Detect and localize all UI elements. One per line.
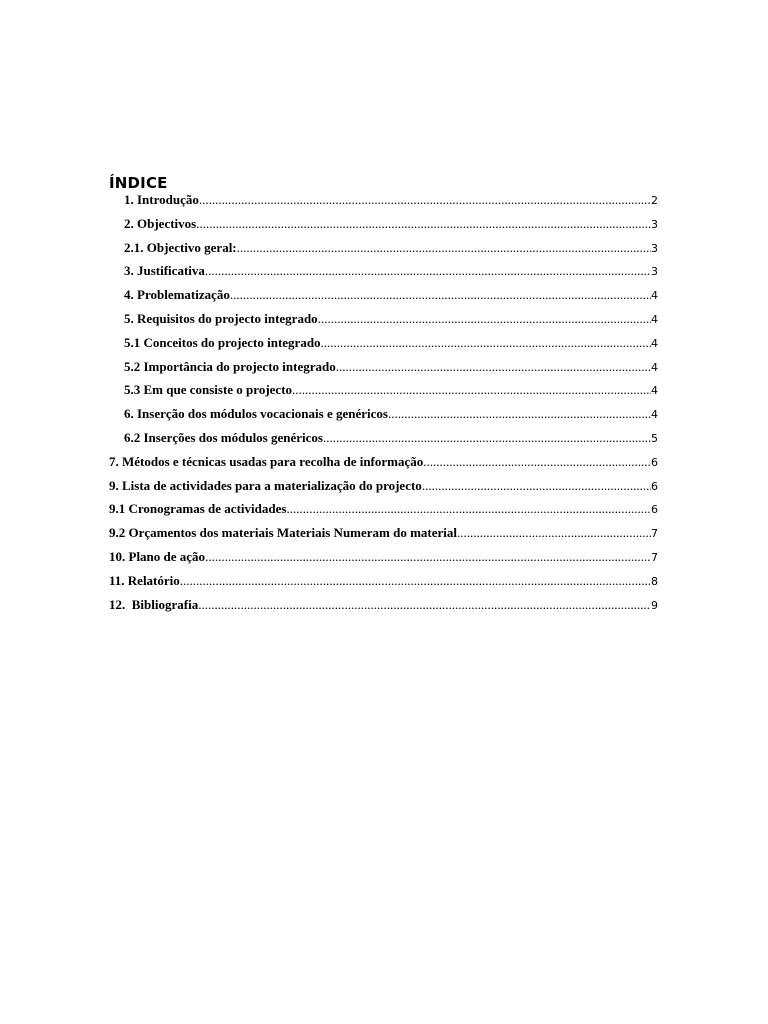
toc-entry[interactable] [109,501,658,521]
toc-dot-leader [336,359,651,375]
toc-entry-label: 9.2 Orçamentos dos materiais Materiais Numeram do material [109,525,458,541]
toc-entry[interactable] [109,478,658,498]
toc-page-number: 6 [651,479,658,493]
toc-page-number: 4 [651,360,658,374]
toc-entry-label: 9. Lista de actividades para a materialização do projecto [109,477,422,493]
toc-dot-leader [180,573,651,589]
toc-title: ÍNDICE [109,174,168,192]
toc-entry[interactable] [109,573,658,593]
toc-entry-label: 5.1 Conceitos do projecto integrado [124,334,321,350]
toc-entry[interactable] [124,216,658,236]
toc-entry[interactable] [124,287,658,307]
toc-entry[interactable] [124,311,658,331]
toc-dot-leader [457,525,651,541]
toc-page-number: 3 [651,217,658,231]
toc-entry[interactable] [124,359,658,379]
toc-page-number: 4 [651,336,658,350]
toc-page-number: 4 [651,289,658,303]
toc-entry-label: 5.2 Importância do projecto integrado [124,358,336,374]
toc-entry-label: 6. Inserção dos módulos vocacionais e genéricos [124,406,388,422]
toc-page-number: 8 [651,574,658,588]
toc-entry-label: 2.1. Objectivo geral: [124,239,237,255]
toc-entry-label: 3. Justificativa [124,263,205,279]
toc-entry[interactable] [124,430,658,450]
toc-dot-leader [205,263,651,279]
toc-entry-label: 9.1 Cronogramas de actividades [109,501,287,517]
toc-dot-leader [199,192,651,208]
toc-dot-leader [323,430,651,446]
toc-entry[interactable] [109,549,658,569]
toc-page-number: 4 [651,408,658,422]
toc-page-number: 9 [651,598,658,612]
toc-page-number: 3 [651,265,658,279]
toc-page-number: 2 [651,194,658,207]
toc-dot-leader [388,406,651,422]
toc-dot-leader [292,382,651,398]
toc-entry[interactable] [124,335,658,355]
toc-entry-label: 12. Bibliografia [109,596,199,612]
toc-page-number: 7 [651,527,658,541]
toc-entry[interactable] [124,192,658,212]
toc-entry[interactable] [124,263,658,283]
toc-page-number: 7 [651,551,658,564]
toc-entry-label: 7. Métodos e técnicas usadas para recolha de informação [109,453,424,469]
toc-entry-label: 6.2 Inserções dos módulos genéricos [124,430,323,445]
toc-entry[interactable] [124,240,658,260]
toc-entry[interactable] [124,406,658,426]
toc-entry-label: 11. Relatório [109,572,180,588]
toc-page-number: 4 [651,384,658,398]
toc-dot-leader [205,549,651,565]
toc-entry-label: 5.3 Em que consiste o projecto [124,382,293,398]
toc-dot-leader [198,597,651,613]
toc-page-number: 5 [651,432,658,445]
toc-dot-leader [321,335,651,351]
toc-entry-label: 5. Requisitos do projecto integrado [124,311,318,326]
toc-dot-leader [423,454,651,470]
toc-dot-leader [422,478,651,494]
toc-entry[interactable] [109,597,658,617]
toc-entry[interactable] [109,525,658,545]
toc-entry-label: 1. Introdução [124,192,199,207]
toc-page-number: 6 [651,503,658,517]
toc-dot-leader [286,501,651,517]
toc-dot-leader [196,216,651,232]
toc-page-number: 3 [651,241,658,255]
toc-page-number: 4 [651,313,658,326]
toc-dot-leader [230,287,651,303]
toc-entry[interactable] [124,382,658,402]
toc-entry-label: 2. Objectivos [124,215,197,231]
toc-dot-leader [237,240,651,256]
toc-entry-label: 4. Problematização [124,287,230,303]
toc-entry[interactable] [109,454,658,474]
toc-dot-leader [318,311,651,327]
toc-entry-label: 10. Plano de ação [109,549,206,564]
toc-page-number: 6 [651,455,658,469]
